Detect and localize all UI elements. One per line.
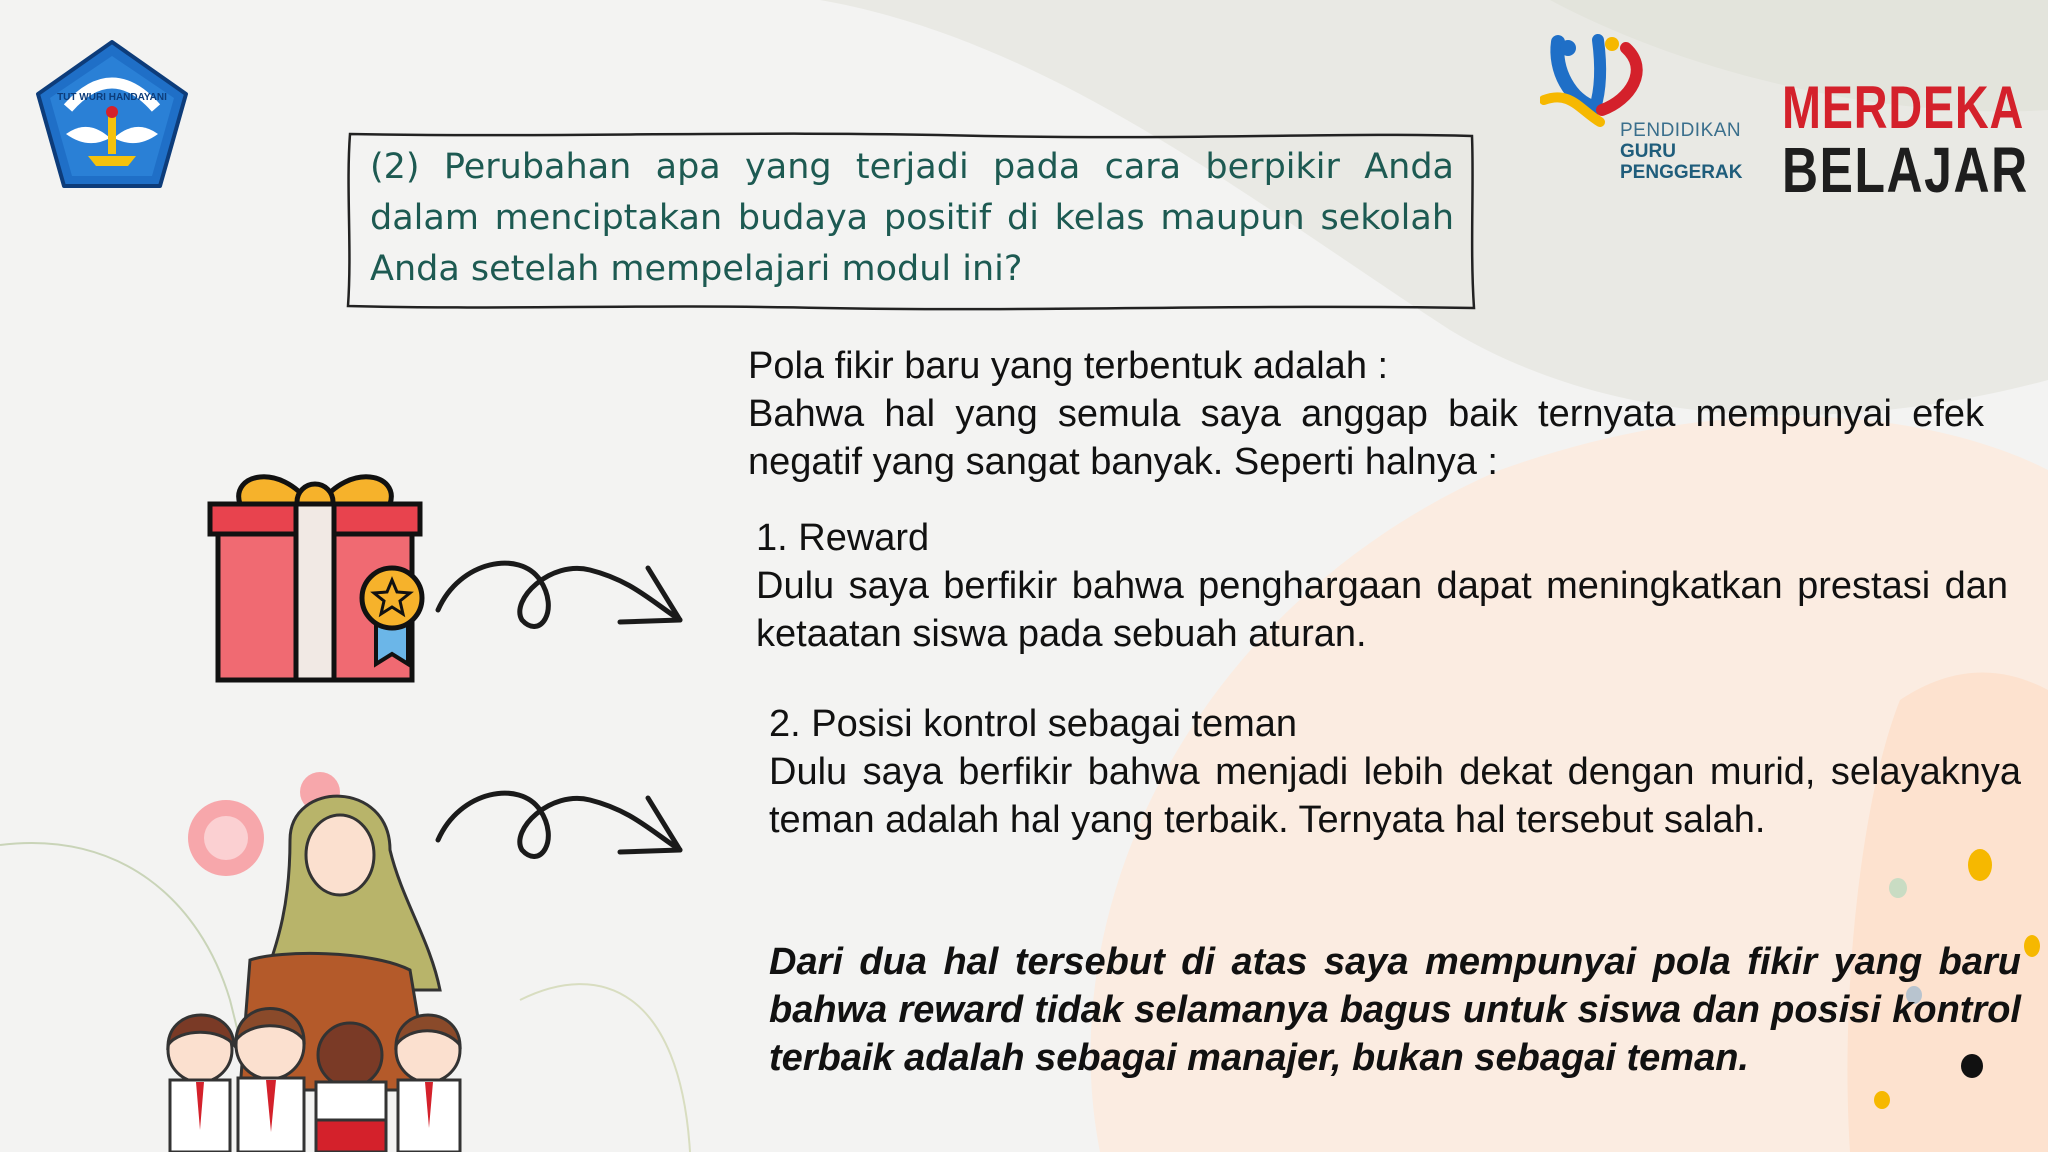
pgp-line3: PENGGERAK xyxy=(1620,162,1743,183)
conclusion-text: Dari dua hal tersebut di atas saya mempunyai pola fikir yang baru bahwa reward tidak selamanya bagus untuk siswa dan posisi kontrol terbaik adalah sebagai manajer, bukan sebagai teman. xyxy=(769,941,2021,1079)
tut-wuri-handayani-logo xyxy=(28,38,196,206)
intro-block xyxy=(748,342,1984,486)
item-text: Dulu saya berfikir bahwa menjadi lebih dekat dengan murid, selayaknya teman adalah hal yang terbaik. Ternyata hal tersebut salah. xyxy=(769,751,2021,841)
pgp-line1: PENDIDIKAN xyxy=(1620,120,1742,141)
intro-paragraph: Bahwa hal yang semula saya anggap baik ternyata mempunyai efek negatif yang sangat banyak. Seperti halnya : xyxy=(748,393,1984,483)
intro-heading: Pola fikir baru yang terbentuk adalah : xyxy=(748,345,1389,387)
item-title: 1. Reward xyxy=(756,517,930,559)
belajar-text: BELAJAR xyxy=(1782,134,2029,206)
gift-box-icon xyxy=(190,452,440,702)
pgp-line2: GURU xyxy=(1620,141,1676,162)
guru-penggerak-text xyxy=(1620,120,1760,183)
curly-arrow-icon xyxy=(430,540,690,660)
tut-wuri-text: TUT WURI HANDAYANI xyxy=(57,92,167,103)
item-title: 2. Posisi kontrol sebagai teman xyxy=(769,703,1298,745)
list-item-reward xyxy=(756,514,2008,658)
question-text: (2) Perubahan apa yang terjadi pada cara berpikir Anda dalam menciptakan budaya positif di kelas maupun sekolah Anda setelah mempelajari modul ini? xyxy=(370,147,1454,289)
list-item-posisi-kontrol xyxy=(769,700,2021,844)
merdeka-belajar-logo xyxy=(1782,74,2029,206)
item-text: Dulu saya berfikir bahwa penghargaan dapat meningkatkan prestasi dan ketaatan siswa pada sebuah aturan. xyxy=(756,565,2008,655)
teacher-with-students-illustration xyxy=(140,760,480,1152)
merdeka-text: MERDEKA xyxy=(1782,74,2025,141)
